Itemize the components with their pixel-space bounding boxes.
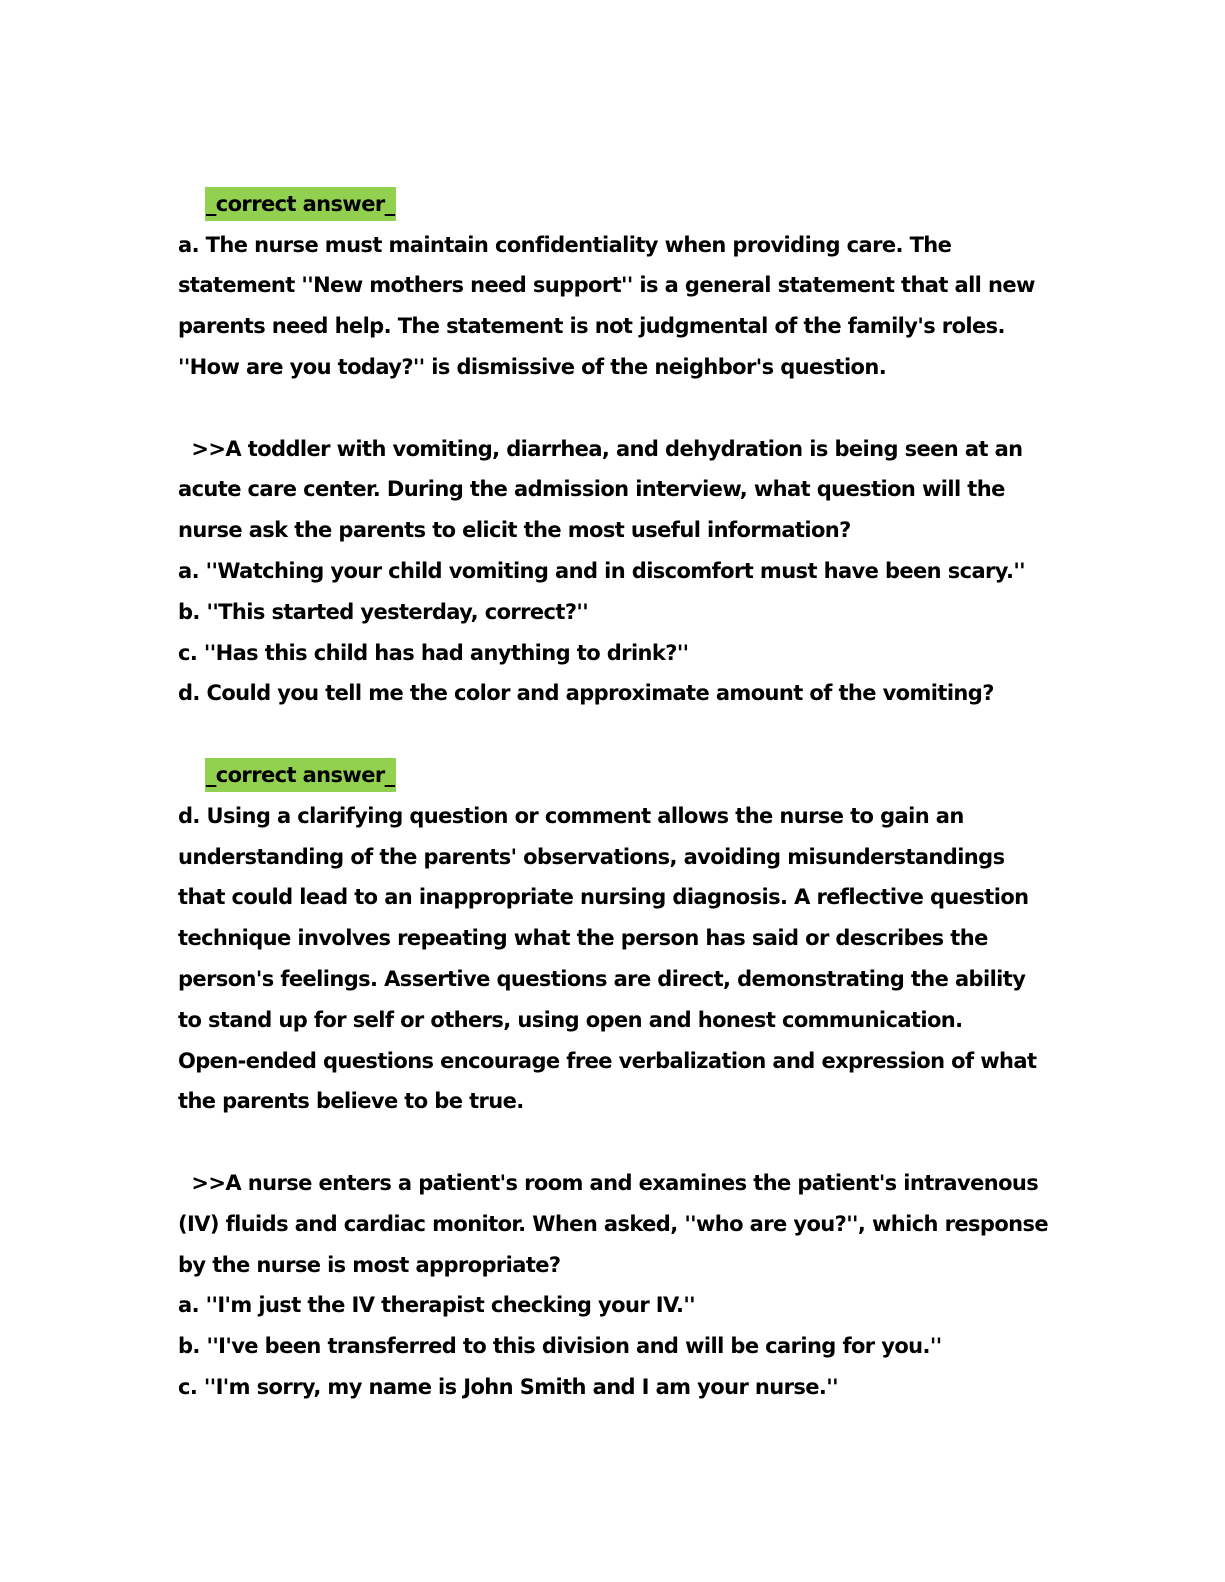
text-line: Open-ended questions encourage free verbalization and expression of what [178, 1048, 1037, 1073]
question-stem [178, 1163, 1058, 1285]
answer-options [178, 1285, 1058, 1407]
text-line: statement ''New mothers need support'' is a general statement that all new [178, 273, 1035, 298]
answer-options [178, 551, 1058, 714]
answer-option: c. ''I'm sorry, my name is John Smith and I am your nurse.'' [178, 1374, 838, 1399]
text-line: >>A nurse enters a patient's room and examines the patient's intravenous [178, 1170, 1039, 1195]
text-line: parents need help. The statement is not judgmental of the family's roles. [178, 314, 1005, 339]
text-line: >>A toddler with vomiting, diarrhea, and dehydration is being seen at an [178, 436, 1023, 461]
correct-answer-label: _correct answer_ [205, 758, 396, 792]
text-line: by the nurse is most appropriate? [178, 1252, 561, 1277]
answer-option: a. ''I'm just the IV therapist checking your IV.'' [178, 1293, 695, 1318]
spacer [178, 1122, 1058, 1163]
answer-option: b. ''I've been transferred to this division and will be caring for you.'' [178, 1334, 942, 1359]
answer-option: c. ''Has this child has had anything to drink?'' [178, 640, 689, 665]
correct-answer-label: _correct answer_ [205, 187, 396, 221]
text-line: person's feelings. Assertive questions are direct, demonstrating the ability [178, 966, 1026, 991]
correct-answer-line [178, 143, 1058, 216]
answer-option: a. ''Watching your child vomiting and in discomfort must have been scary.'' [178, 558, 1026, 583]
text-line: technique involves repeating what the person has said or describes the [178, 926, 988, 951]
text-line: a. The nurse must maintain confidentiality when providing care. The [178, 232, 952, 257]
text-line: the parents believe to be true. [178, 1089, 524, 1114]
text-line: acute care center. During the admission interview, what question will the [178, 477, 1005, 502]
answer-option: b. ''This started yesterday, correct?'' [178, 599, 589, 624]
spacer [178, 388, 1058, 429]
text-line: (IV) fluids and cardiac monitor. When asked, ''who are you?'', which response [178, 1211, 1049, 1236]
question-stem [178, 429, 1058, 551]
text-line: nurse ask the parents to elicit the most useful information? [178, 518, 851, 543]
explanation-paragraph [178, 225, 1058, 388]
text-line: understanding of the parents' observations, avoiding misunderstandings [178, 844, 1005, 869]
text-line: to stand up for self or others, using open and honest communication. [178, 1007, 963, 1032]
text-line: ''How are you today?'' is dismissive of the neighbor's question. [178, 354, 887, 379]
explanation-paragraph [178, 796, 1058, 1122]
document-page [178, 143, 1058, 1408]
text-line: d. Using a clarifying question or comment allows the nurse to gain an [178, 803, 964, 828]
correct-answer-line [178, 714, 1058, 787]
answer-option: d. Could you tell me the color and approximate amount of the vomiting? [178, 681, 994, 706]
text-line: that could lead to an inappropriate nursing diagnosis. A reflective question [178, 885, 1029, 910]
